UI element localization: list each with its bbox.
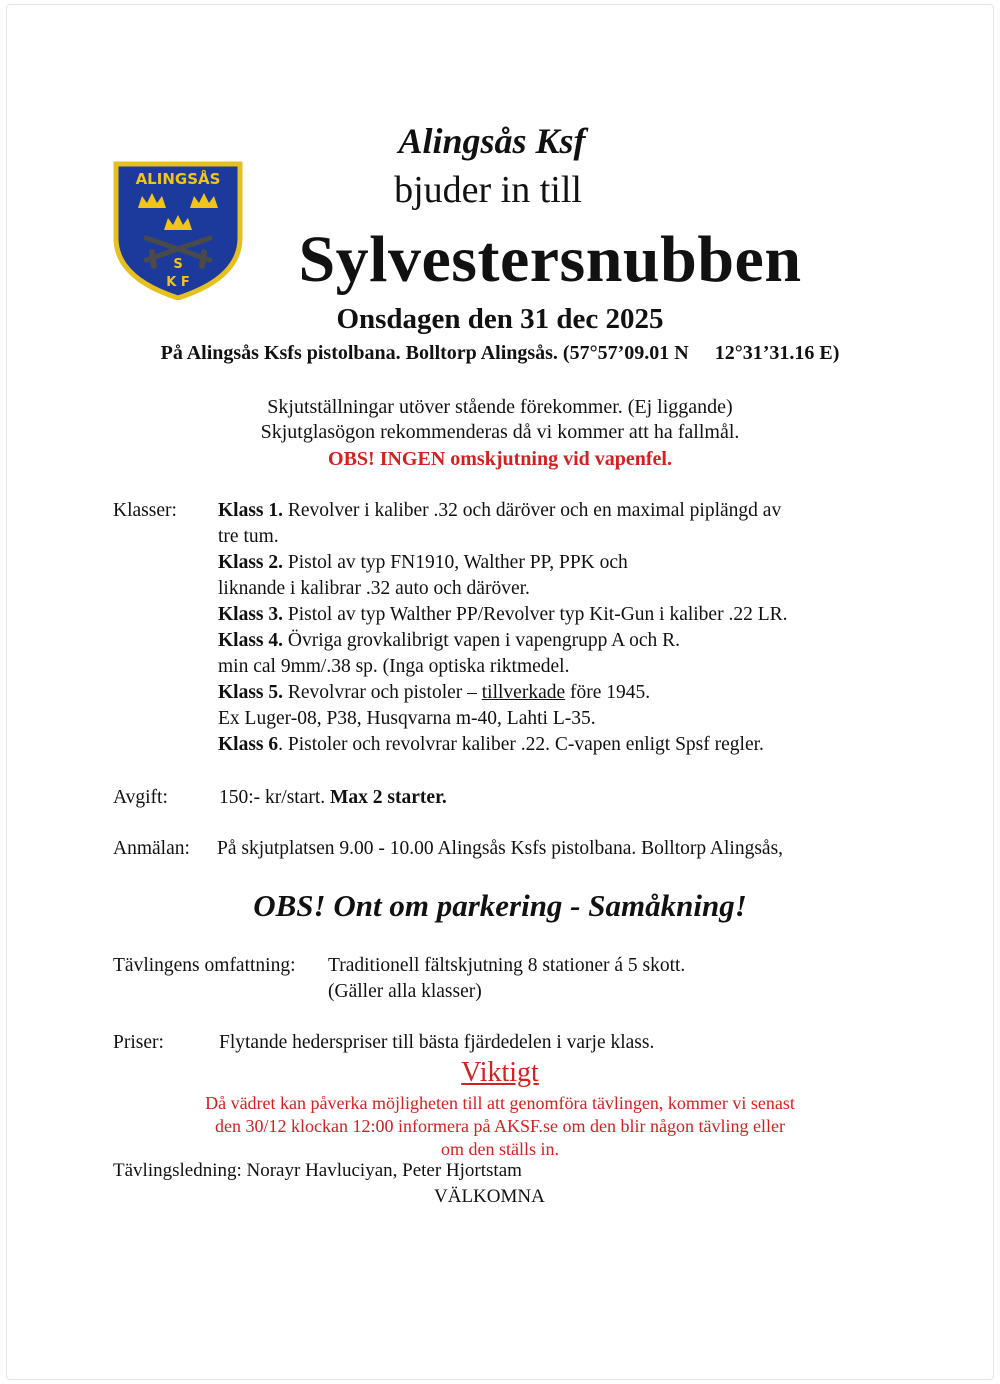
registration-label: Anmälan: <box>113 838 190 859</box>
important-line-2: den 30/12 klockan 12:00 informera på AKSF.se om den blir någon tävling eller <box>215 1116 785 1136</box>
class-5-text-b: före 1945. <box>565 682 651 703</box>
registration-text: På skjutplatsen 9.00 - 10.00 Alingsås Ksfs pistolbana. Bolltorp Alingsås, <box>217 838 784 859</box>
class-5-cont: Ex Luger-08, P38, Husqvarna m-40, Lahti L-35. <box>218 708 596 729</box>
class-4 <box>218 630 680 652</box>
class-6-name: Klass 6 <box>218 734 279 755</box>
class-5 <box>218 682 650 704</box>
class-4-name: Klass 4. <box>218 630 284 651</box>
class-6 <box>218 734 764 756</box>
location-line <box>0 342 1000 365</box>
scope-cont: (Gäller alla klasser) <box>328 981 482 1002</box>
class-6-text: . Pistoler och revolvrar kaliber .22. C-vapen enligt Spsf regler. <box>278 734 764 755</box>
class-5-underline: tillverkade <box>481 682 566 703</box>
important-title: Viktigt <box>461 1057 539 1088</box>
note-positions: Skjutställningar utöver stående förekommer. (Ej liggande) <box>267 396 733 418</box>
prizes-label: Priser: <box>113 1032 164 1053</box>
event-date: Onsdagen den 31 dec 2025 <box>336 303 664 335</box>
competition-leaders: Tävlingsledning: Norayr Havluciyan, Peter Hjortstam <box>113 1160 522 1181</box>
fee-max: Max 2 starter. <box>330 787 447 808</box>
class-2 <box>218 552 628 574</box>
class-3 <box>218 604 788 626</box>
class-2-cont: liknande i kalibrar .32 auto och däröver. <box>218 578 530 599</box>
fee-label: Avgift: <box>113 787 168 808</box>
scope-label: Tävlingens omfattning: <box>113 955 296 976</box>
fee-text: 150:- kr/start. <box>219 787 331 808</box>
class-1 <box>218 500 781 522</box>
classes-label: Klasser: <box>113 500 177 521</box>
class-5-name: Klass 5. <box>218 682 284 703</box>
scope-text: Traditionell fältskjutning 8 stationer á 5 skott. <box>328 955 686 976</box>
class-4-cont: min cal 9mm/.38 sp. (Inga optiska riktmedel. <box>218 656 570 677</box>
class-1-cont: tre tum. <box>218 526 279 547</box>
event-title: Sylvestersnubben <box>298 223 802 296</box>
club-name: Alingsås Ksf <box>398 121 586 161</box>
fee-line <box>219 787 447 809</box>
class-1-text: Revolver i kaliber .32 och däröver och en maximal piplängd av <box>283 500 782 521</box>
location-coordinate: 12°31’31.16 E) <box>714 342 840 364</box>
class-1-name: Klass 1. <box>218 500 284 521</box>
class-4-text: Övriga grovkalibrigt vapen i vapengrupp A och R. <box>283 630 680 651</box>
class-2-text: Pistol av typ FN1910, Walther PP, PPK och <box>283 552 628 573</box>
logo-top-text: ALINGSÅS <box>135 170 221 188</box>
class-5-text-a: Revolvrar och pistoler – <box>283 682 482 703</box>
logo-bottom-text: K F <box>166 275 190 290</box>
welcome-text: VÄLKOMNA <box>434 1186 545 1207</box>
logo-mid-text: S <box>173 257 183 272</box>
obs-no-reshoot: OBS! INGEN omskjutning vid vapenfel. <box>328 448 672 470</box>
location-text: På Alingsås Ksfs pistolbana. Bolltorp Alingsås. (57°57’09.01 N <box>160 342 689 364</box>
important-line-1: Då vädret kan påverka möjligheten till att genomföra tävlingen, kommer vi senast <box>205 1093 795 1113</box>
class-3-name: Klass 3. <box>218 604 284 625</box>
invite-text: bjuder in till <box>394 169 582 211</box>
important-line-3: om den ställs in. <box>441 1139 559 1159</box>
prizes-text: Flytande hederspriser till bästa fjärdedelen i varje klass. <box>219 1032 655 1053</box>
class-2-name: Klass 2. <box>218 552 284 573</box>
parking-notice: OBS! Ont om parkering - Samåkning! <box>253 888 747 923</box>
class-3-text: Pistol av typ Walther PP/Revolver typ Kit-Gun i kaliber .22 LR. <box>283 604 788 625</box>
note-glasses: Skjutglasögon rekommenderas då vi kommer att ha fallmål. <box>260 421 740 443</box>
